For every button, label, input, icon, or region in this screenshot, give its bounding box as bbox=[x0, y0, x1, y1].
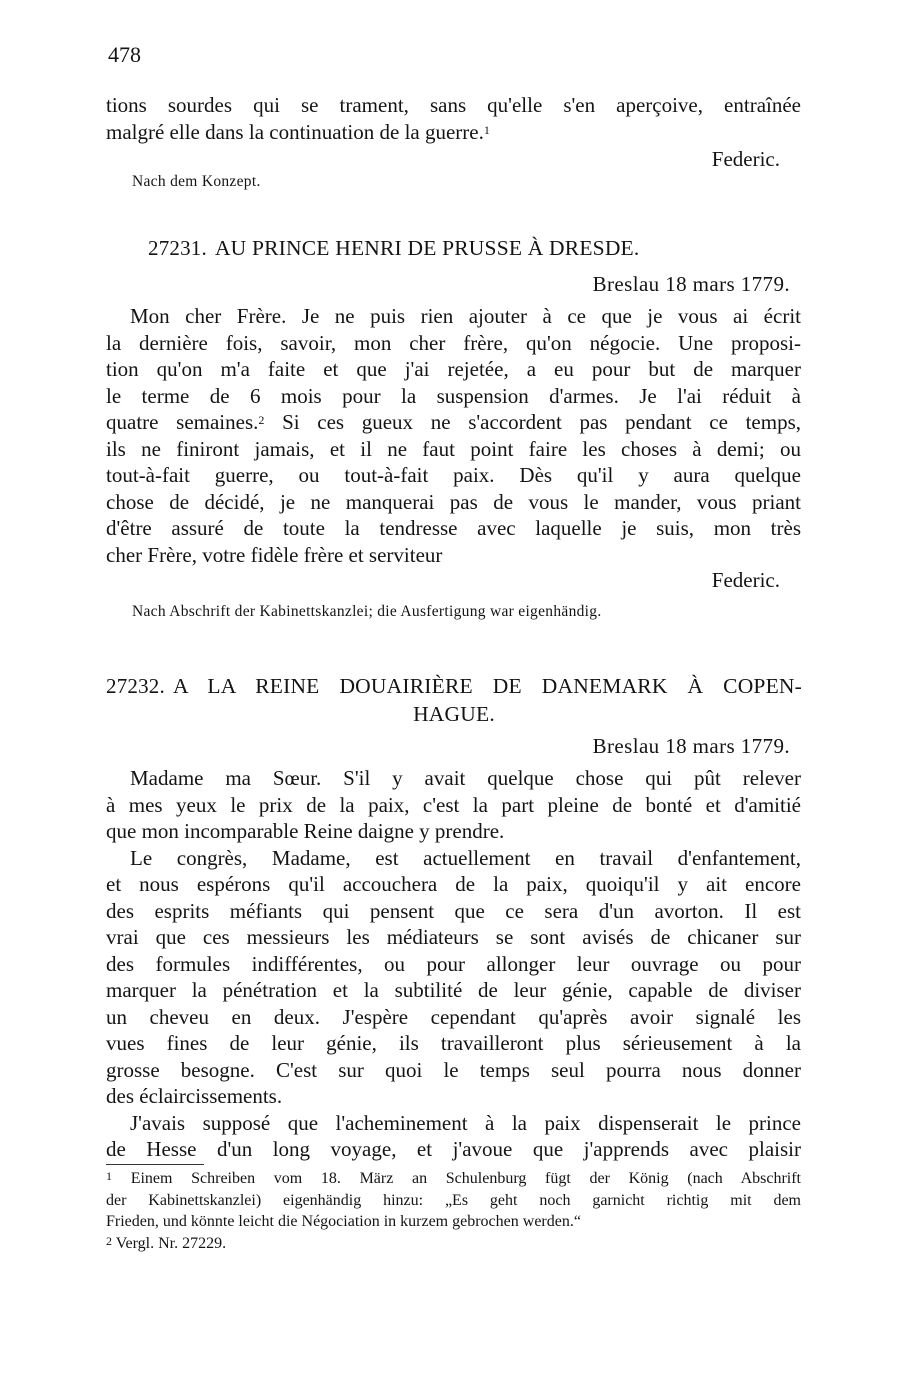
letter-number: 27232. bbox=[106, 674, 165, 698]
footnote-text: Vergl. Nr. 27229. bbox=[115, 1234, 227, 1252]
dateline: Breslau 18 mars 1779. bbox=[592, 272, 790, 296]
text-line: tion qu'on m'a faite et que j'ai rejetée, a eu pour but de marquer bbox=[106, 357, 801, 381]
letter-heading bbox=[106, 672, 802, 728]
text-line: Le congrès, Madame, est actuellement en travail d'enfantement, bbox=[130, 845, 801, 870]
letter-title: A LA REINE DOUAIRIÈRE DE DANEMARK À COPEN- bbox=[172, 674, 802, 698]
dateline: Breslau 18 mars 1779. bbox=[592, 734, 790, 758]
text-line-content: Si ces gueux ne s'accordent pas pendant ce temps, bbox=[282, 410, 802, 434]
footnote-line: der Kabinettskanzlei) eigenhändig hinzu: „Es geht noch garnicht richtig mit dem bbox=[106, 1191, 801, 1209]
text-line: d'être assuré de toute la tendresse avec laquelle je suis, mon très bbox=[106, 516, 801, 540]
text-line: tout-à-fait guerre, ou tout-à-fait paix. Dès qu'il y aura quelque bbox=[106, 463, 801, 487]
page-number: 478 bbox=[108, 42, 141, 67]
footnote-rule bbox=[106, 1164, 204, 1165]
footnote-mark: 1 bbox=[106, 1169, 112, 1183]
letter-body bbox=[106, 303, 801, 568]
footnote-line: Frieden, und könnte leicht die Négociation in kurzem gebrochen werden.“ bbox=[106, 1213, 581, 1230]
text-line: chose de décidé, je ne manquerai pas de vous le mander, vous priant bbox=[106, 489, 801, 514]
text-line: marquer la pénétration et la subtilité de leur génie, capable de diviser bbox=[106, 978, 801, 1002]
footnote-text: Einem Schreiben vom 18. März an Schulenburg fügt der König (nach Abschrift bbox=[130, 1170, 802, 1187]
source-note: Nach Abschrift der Kabinettskanzlei; die Ausfertigung war eigenhändig. bbox=[132, 603, 602, 620]
letter-body bbox=[106, 765, 801, 1163]
text-line: tions sourdes qui se trament, sans qu'elle s'en aperçoive, entraînée bbox=[106, 93, 801, 117]
text-line: grosse besogne. C'est sur quoi le temps seul pourra nous donner bbox=[106, 1057, 801, 1082]
footnote-line bbox=[106, 1168, 801, 1190]
text-line: et nous espérons qu'il accouchera de la paix, quoiqu'il y ait encore bbox=[106, 872, 801, 896]
text-line: que mon incomparable Reine daigne y prendre. bbox=[106, 819, 505, 843]
text-line: un cheveu en deux. J'espère cependant qu'après avoir signalé les bbox=[106, 1004, 801, 1029]
footnote-mark: 2 bbox=[258, 413, 265, 427]
text-line: à mes yeux le prix de la paix, c'est la part pleine de bonté et d'amitié bbox=[106, 792, 801, 817]
text-line: de Hesse d'un long voyage, et j'avoue que j'apprends avec plaisir bbox=[106, 1137, 801, 1161]
source-note: Nach dem Konzept. bbox=[132, 173, 261, 190]
heading-line: HAGUE. bbox=[413, 702, 495, 726]
footnotes bbox=[106, 1168, 801, 1254]
letter-number: 27231. bbox=[148, 236, 207, 260]
heading-line bbox=[106, 672, 802, 700]
text-line: vues fines de leur génie, ils travailleront plus sérieusement à la bbox=[106, 1031, 801, 1055]
text-line: Madame ma Sœur. S'il y avait quelque chose qui pût relever bbox=[130, 766, 801, 790]
text-line: Mon cher Frère. Je ne puis rien ajouter à ce que je vous ai écrit bbox=[130, 304, 801, 328]
text-line: le terme de 6 mois pour la suspension d'armes. Je l'ai réduit à bbox=[106, 383, 801, 408]
signature: Federic. bbox=[711, 147, 780, 171]
footnote-mark: 2 bbox=[106, 1233, 112, 1248]
text-line: vrai que ces messieurs les médiateurs se sont avisés de chicaner sur bbox=[106, 925, 801, 949]
text-line: la dernière fois, savoir, mon cher frère, qu'on négocie. Une proposi- bbox=[106, 330, 801, 355]
text-line-content: quatre semaines. bbox=[106, 410, 259, 434]
text-line: des formules indifférentes, ou pour allonger leur ouvrage ou pour bbox=[106, 951, 801, 976]
footnote-line bbox=[106, 1233, 801, 1255]
text-line bbox=[106, 119, 801, 146]
signature: Federic. bbox=[711, 568, 780, 592]
text-line: des éclaircissements. bbox=[106, 1084, 283, 1108]
text-line bbox=[106, 409, 801, 436]
text-line: cher Frère, votre fidèle frère et serviteur bbox=[106, 542, 443, 567]
footnote-mark: 1 bbox=[483, 122, 490, 137]
text-line: J'avais supposé que l'acheminement à la paix dispenserait le prince bbox=[130, 1110, 801, 1135]
letter-title: AU PRINCE HENRI DE PRUSSE À DRESDE. bbox=[214, 236, 640, 260]
letter-heading bbox=[148, 234, 788, 262]
text-line-content: malgré elle dans la continuation de la guerre. bbox=[106, 119, 484, 144]
continuation-text bbox=[106, 92, 801, 145]
text-line: des esprits méfiants qui pensent que ce sera d'un avorton. Il est bbox=[106, 898, 801, 923]
text-line: ils ne finiront jamais, et il ne faut point faire les choses à demi; ou bbox=[106, 436, 801, 461]
